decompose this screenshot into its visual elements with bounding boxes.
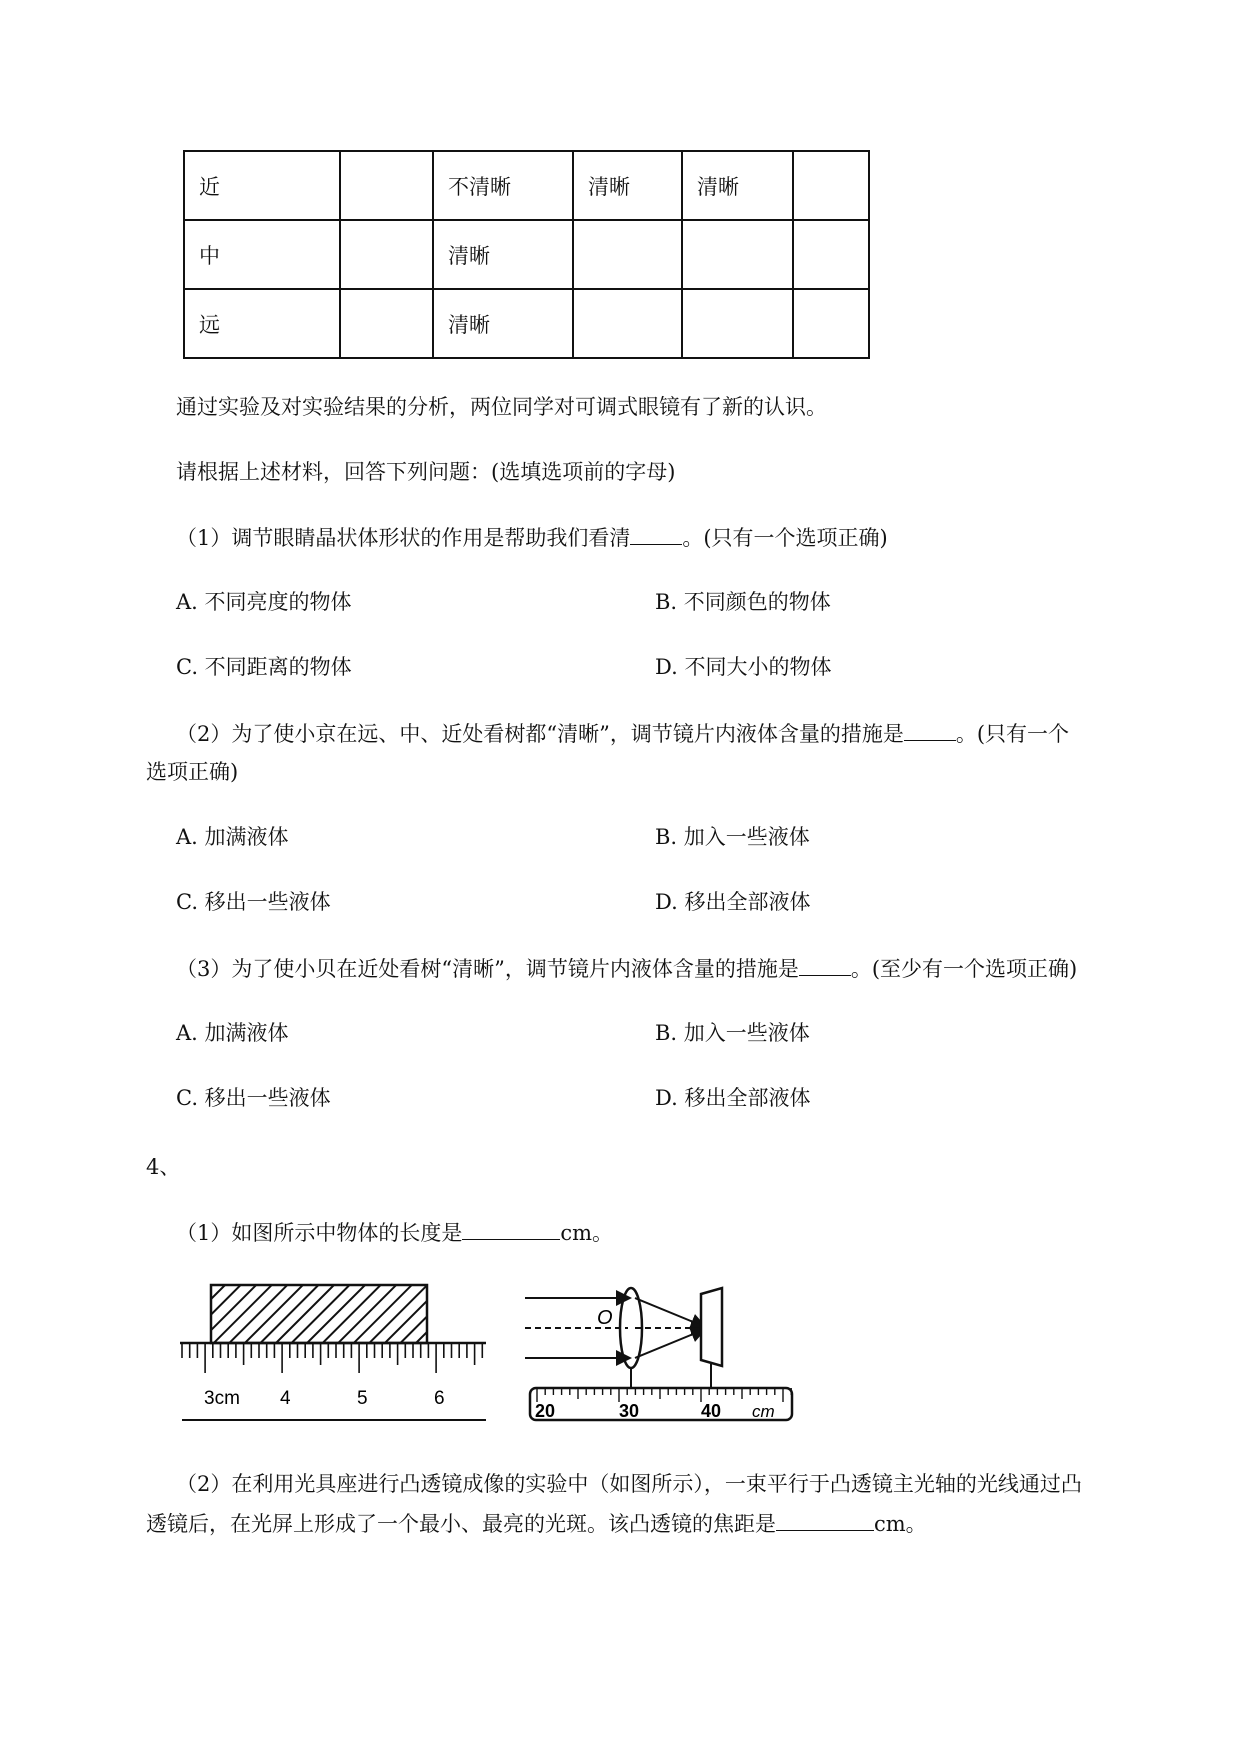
q2-stem-text: （2）为了使小京在远、中、近处看树都“清晰”，调节镜片内液体含量的措施是 <box>176 722 904 746</box>
q4-part1-unit: cm。 <box>560 1221 614 1245</box>
table-cell <box>340 220 433 289</box>
q2-option-d[interactable]: D. 移出全部液体 <box>655 890 811 914</box>
q3-option-a[interactable]: A. 加满液体 <box>176 1021 289 1045</box>
table-row <box>184 220 869 289</box>
q4-part1 <box>176 1217 613 1248</box>
q2-stem-continued: 选项正确) <box>146 760 239 784</box>
table-cell <box>340 151 433 220</box>
table-cell <box>682 220 793 289</box>
bench-label: 40 <box>701 1401 722 1421</box>
q4-part2-line1: （2）在利用光具座进行凸透镜成像的实验中（如图所示），一束平行于凸透镜主光轴的光线通过凸 <box>176 1472 1082 1496</box>
table-cell <box>793 220 869 289</box>
q3-option-b[interactable]: B. 加入一些液体 <box>655 1021 810 1045</box>
light-screen <box>701 1288 722 1366</box>
q3-stem <box>176 953 1077 984</box>
q1-option-d[interactable]: D. 不同大小的物体 <box>655 655 832 679</box>
q1-option-b[interactable]: B. 不同颜色的物体 <box>655 590 831 614</box>
q1-stem-tail: 。(只有一个选项正确) <box>682 526 888 550</box>
answer-blank[interactable] <box>462 1217 560 1240</box>
table-cell <box>340 289 433 358</box>
q4-part2-unit: cm。 <box>874 1512 927 1536</box>
q3-stem-tail: 。(至少有一个选项正确) <box>850 957 1078 981</box>
table-cell <box>793 151 869 220</box>
table-cell <box>573 289 682 358</box>
q3-option-d[interactable]: D. 移出全部液体 <box>655 1086 811 1110</box>
q1-option-a[interactable]: A. 不同亮度的物体 <box>176 590 352 614</box>
table-cell: 远 <box>184 289 340 358</box>
q4-part2-text: 透镜后，在光屏上形成了一个最小、最亮的光斑。该凸透镜的焦距是 <box>146 1512 776 1536</box>
bench-label: 20 <box>535 1401 556 1421</box>
q4-part2-line2 <box>146 1508 927 1539</box>
table-cell: 清晰 <box>573 151 682 220</box>
instruction-paragraph: 请根据上述材料，回答下列问题：(选填选项前的字母) <box>176 460 676 484</box>
q1-stem-text: （1）调节眼睛晶状体形状的作用是帮助我们看清 <box>176 526 631 550</box>
answer-blank[interactable] <box>776 1508 874 1531</box>
ruler-label: 6 <box>434 1388 445 1409</box>
ruler-label: 5 <box>357 1388 368 1409</box>
bench-unit-label: cm <box>752 1402 775 1421</box>
table-row <box>184 289 869 358</box>
table-cell: 清晰 <box>433 289 573 358</box>
optical-bench-figure <box>515 1284 800 1424</box>
table-cell <box>573 220 682 289</box>
measured-block <box>211 1285 427 1343</box>
table-cell: 近 <box>184 151 340 220</box>
table-cell <box>682 289 793 358</box>
table-cell: 中 <box>184 220 340 289</box>
ruler-label: 4 <box>280 1388 291 1409</box>
q1-stem <box>176 522 888 553</box>
table-cell <box>793 289 869 358</box>
lens-center-label: O <box>597 1307 613 1329</box>
q3-stem-text: （3）为了使小贝在近处看树“清晰”，调节镜片内液体含量的措施是 <box>176 957 799 981</box>
observation-table <box>183 150 870 359</box>
table-cell: 清晰 <box>682 151 793 220</box>
table-row <box>184 151 869 220</box>
bench-label: 30 <box>619 1401 640 1421</box>
ruler-figure <box>180 1282 490 1428</box>
analysis-paragraph: 通过实验及对实验结果的分析，两位同学对可调式眼镜有了新的认识。 <box>176 395 827 419</box>
ruler-ticks <box>182 1343 482 1373</box>
table-cell: 不清晰 <box>433 151 573 220</box>
q2-option-b[interactable]: B. 加入一些液体 <box>655 825 810 849</box>
answer-blank[interactable] <box>630 522 682 545</box>
q3-option-c[interactable]: C. 移出一些液体 <box>176 1086 331 1110</box>
answer-blank[interactable] <box>799 953 851 976</box>
q2-stem-tail: 。(只有一个 <box>955 722 1070 746</box>
answer-blank[interactable] <box>904 718 956 741</box>
q1-option-c[interactable]: C. 不同距离的物体 <box>176 655 352 679</box>
table-cell: 清晰 <box>433 220 573 289</box>
ruler-label: 3cm <box>204 1388 240 1409</box>
q2-option-a[interactable]: A. 加满液体 <box>176 825 289 849</box>
q2-stem <box>176 718 1069 749</box>
q4-part1-text: （1）如图所示中物体的长度是 <box>176 1221 463 1245</box>
q4-number: 4、 <box>146 1155 181 1179</box>
q2-option-c[interactable]: C. 移出一些液体 <box>176 890 331 914</box>
